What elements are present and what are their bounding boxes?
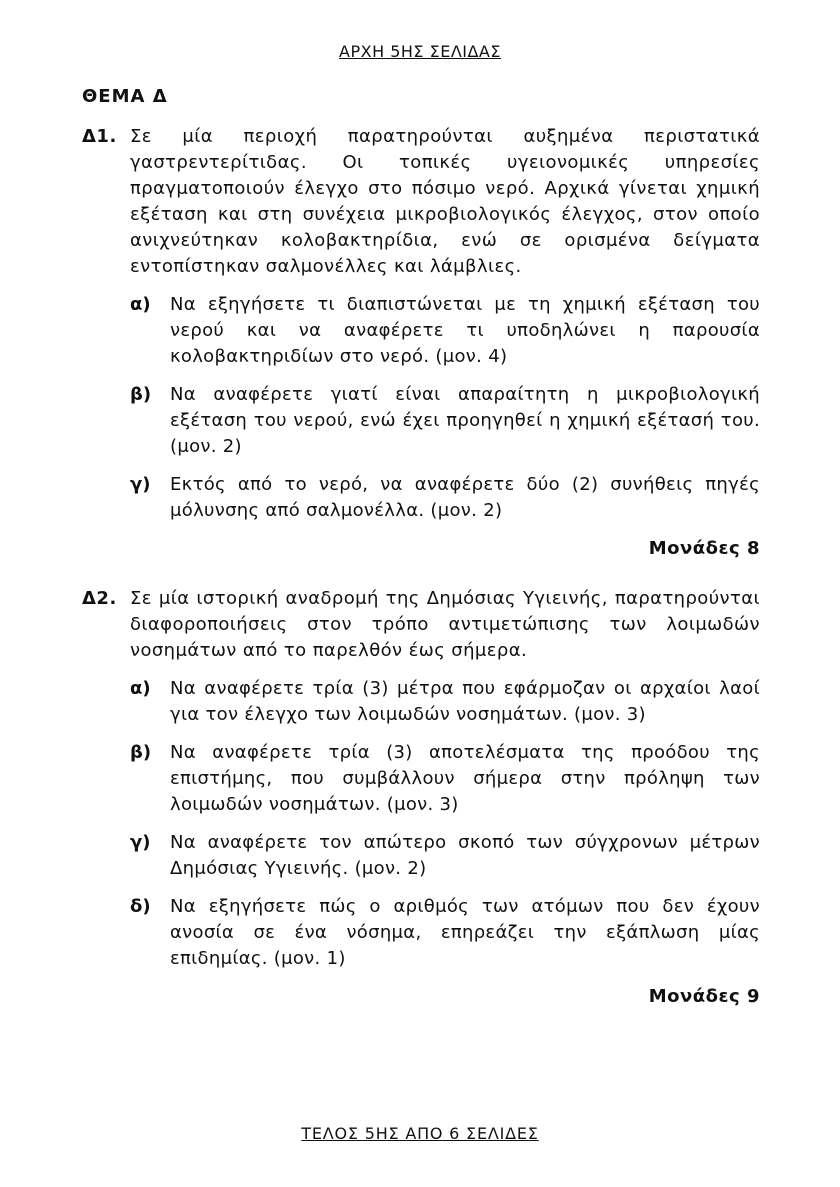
subquestion-label: δ) xyxy=(130,896,151,917)
question-label: Δ1. xyxy=(82,126,117,147)
question-d1 xyxy=(82,124,760,562)
question-d2 xyxy=(82,586,760,1010)
subquestion-b xyxy=(130,382,760,460)
subquestion-a xyxy=(130,676,760,728)
subquestion-label: γ) xyxy=(130,474,151,495)
subquestion-text: Να εξηγήσετε πώς ο αριθμός των ατόμων που δεν έχουν ανοσία σε ένα νόσημα, επηρεάζει την εξάπλωση μίας επιδημίας. (μον. 1) xyxy=(170,896,760,969)
page-header: ΑΡΧΗ 5ΗΣ ΣΕΛΙΔΑΣ xyxy=(339,42,501,61)
subquestion-label: β) xyxy=(130,742,152,763)
subquestion-label: γ) xyxy=(130,832,151,853)
page-footer: ΤΕΛΟΣ 5ΗΣ ΑΠΟ 6 ΣΕΛΙΔΕΣ xyxy=(301,1124,539,1143)
subquestion-text: Να αναφέρετε γιατί είναι απαραίτητη η μικροβιολογική εξέταση του νερού, ενώ έχει προηγηθεί η χημική εξέτασή του. (μον. 2) xyxy=(170,384,760,457)
subquestions xyxy=(130,676,760,972)
section-title: ΘΕΜΑ Δ xyxy=(82,86,168,107)
subquestion-text: Να αναφέρετε τρία (3) μέτρα που εφάρμοζαν οι αρχαίοι λαοί για τον έλεγχο των λοιμωδών νοσημάτων. (μον. 3) xyxy=(170,678,760,725)
subquestions xyxy=(130,292,760,524)
subquestion-text: Να εξηγήσετε τι διαπιστώνεται με τη χημική εξέταση του νερού και να αναφέρετε τι υποδηλώνει η παρουσία κολοβακτηριδίων στο νερό. (μον. 4) xyxy=(170,294,760,367)
subquestion-label: α) xyxy=(130,678,151,699)
points-total: Μονάδες 8 xyxy=(648,538,760,559)
points-total: Μονάδες 9 xyxy=(648,986,760,1007)
subquestion-text: Να αναφέρετε τον απώτερο σκοπό των σύγχρονων μέτρων Δημόσιας Υγιεινής. (μον. 2) xyxy=(170,832,760,879)
subquestion-text: Εκτός από το νερό, να αναφέρετε δύο (2) συνήθεις πηγές μόλυνσης από σαλμονέλλα. (μον. 2) xyxy=(170,474,760,521)
question-text: Σε μία περιοχή παρατηρούνται αυξημένα περιστατικά γαστρεντερίτιδας. Οι τοπικές υγειονομικές υπηρεσίες πραγματοποιούν έλεγχο στο πόσιμο νερό. Αρχικά γίνεται χημική εξέταση και στη συνέχεια μικροβιολογικός έλεγχος, στον οποίο ανιχνεύτηκαν κολοβακτηρίδια, ενώ σε ορισμένα δείγματα εντοπίστηκαν σαλμονέλλες και λάμβλιες. xyxy=(130,126,760,277)
subquestion-a xyxy=(130,292,760,370)
subquestion-b xyxy=(130,740,760,818)
subquestion-label: β) xyxy=(130,384,152,405)
subquestion-c xyxy=(130,472,760,524)
subquestion-c xyxy=(130,830,760,882)
subquestion-text: Να αναφέρετε τρία (3) αποτελέσματα της προόδου της επιστήμης, που συμβάλλουν σήμερα στην πρόληψη των λοιμωδών νοσημάτων. (μον. 3) xyxy=(170,742,760,815)
question-label: Δ2. xyxy=(82,588,117,609)
subquestion-label: α) xyxy=(130,294,151,315)
subquestion-d xyxy=(130,894,760,972)
question-text: Σε μία ιστορική αναδρομή της Δημόσιας Υγιεινής, παρατηρούνται διαφοροποιήσεις στον τρόπο αντιμετώπισης των λοιμωδών νοσημάτων από το παρελθόν έως σήμερα. xyxy=(130,588,760,661)
